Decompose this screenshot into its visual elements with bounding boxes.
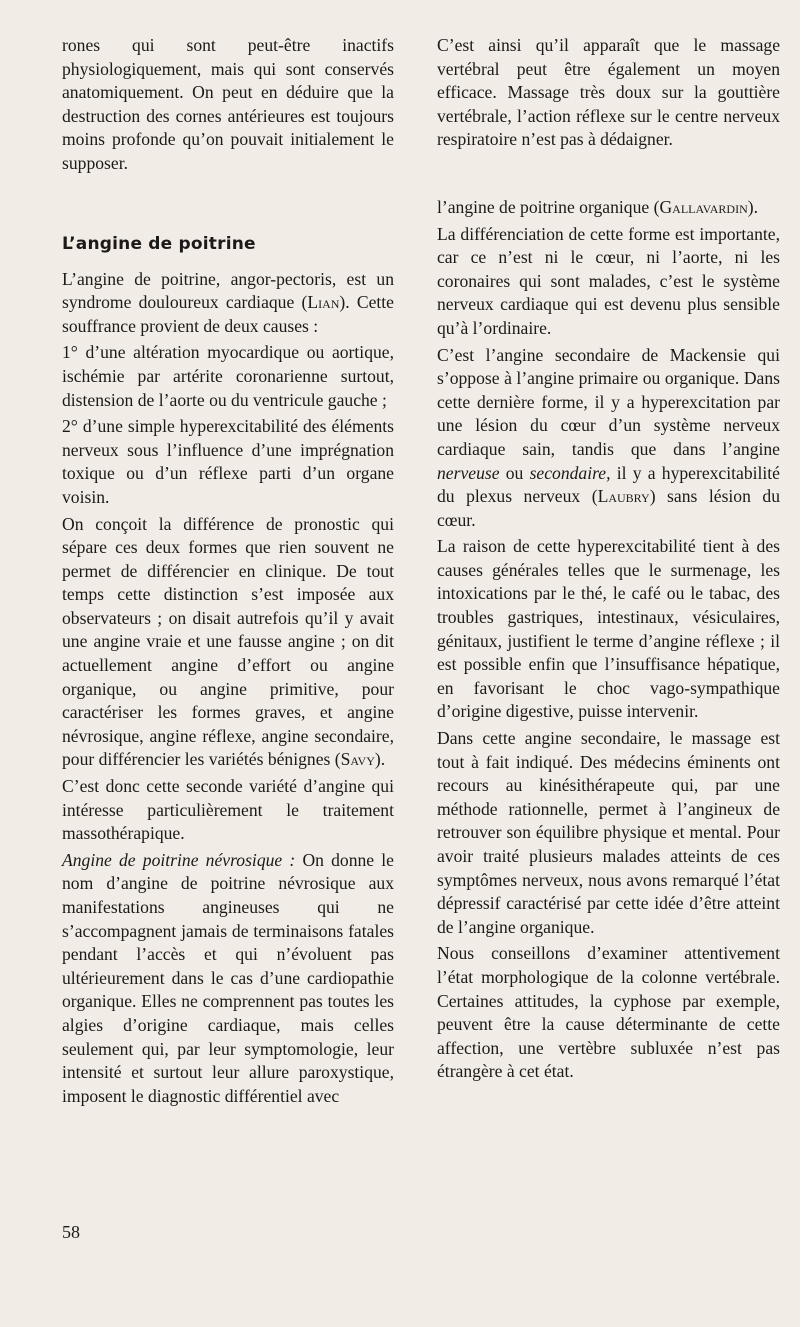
paragraph: 1° d’une altération myocardique ou aortique, ischémie par artérite coronarienne surtout, distension de l’aorte ou du ventricule gauche ; [62,342,394,410]
paragraph: La raison de cette hyperexcitabilité tient à des causes générales telles que le surmenage, les intoxications par le thé, le café ou le tabac, des troubles gastriques, intestinaux, vésiculaires, génitaux, justifient le terme d’angine réflexe ; il est possible enfin que l’insuffisance hépatique, en favorisant le choc vago-sympathique d’origine digestive, puisse intervenir. [437,536,780,722]
section-heading: L’angine de poitrine [62,233,256,254]
paragraph: rones qui sont peut-être inactifs physiologiquement, mais qui sont conservés anatomiquement. On peut en déduire que la destruction des cornes antérieures est toujours moins profonde qu’on pouvait initialement le supposer. [62,35,394,173]
paragraph: C’est donc cette seconde variété d’angine qui intéresse particulièrement le traitement massothérapique. [62,776,394,844]
paragraph: C’est ainsi qu’il apparaît que le massage vertébral peut être également un moyen efficace. Massage très doux sur la gouttière vertébrale, l’action réflexe sur le centre nerveux respiratoire n’est pas à dédaigner. [437,35,780,150]
author-name: Savy [340,749,375,770]
paragraph: l’angine de poitrine organique (Gallavardin). [437,196,759,217]
author-name: Lian [307,292,340,313]
paragraph: L’angine de poitrine, angor-pectoris, est un syndrome douloureux cardiaque (Lian). Cette souffrance provient de deux causes : [62,268,394,336]
paragraph: 2° d’une simple hyperexcitabilité des éléments nerveux sous l’influence d’une imprégnation toxique ou d’un réflexe parti d’un organe voisin. [62,416,394,507]
paragraph: Nous conseillons d’examiner attentivement l’état morphologique de la colonne vertébrale. Certaines attitudes, la cyphose par exemple, peuvent être la cause déterminante de cette affection, une vertèbre subluxée n’est pas étrangère à cet état. [437,943,780,1082]
paragraph: C’est l’angine secondaire de Mackensie qui s’oppose à l’angine primaire ou organique. Dans cette dernière forme, il y a hyperexcitation par une lésion du cœur d’un système nerveux cardiaque sain, tandis que dans l’angine nerveuse ou secondaire, il y a hyperexcitabilité du plexus nerveux (Laubry) sans lésion du cœur. [437,344,780,530]
paragraph: Angine de poitrine névrosique : On donne le nom d’angine de poitrine névrosique aux manifestations angineuses qui ne s’accompagnent jamais de terminaisons fatales pendant l’accès et qui n’évoluent pas ultérieurement dans le cas d’une cardiopathie organique. Elles ne comprennent pas toutes les algies d’origine cardiaque, mais celles seulement qui, par leur symptomologie, leur intensité et surtout leur allure paroxystique, imposent le diagnostic différentiel avec [62,849,394,1106]
right-column [437,34,780,1087]
paragraph: On conçoit la différence de pronostic qui sépare ces deux formes que rien souvent ne permet de différencier en clinique. De tout temps cette distinction s’est imposée aux observateurs ; on disait autrefois qu’il y avait une angine vraie et une fausse angine ; on dit actuellement angine d’effort ou angine organique, ou angine primitive, pour caractériser les formes graves, et angine névrosique, angine réflexe, angine secondaire, pour différencier les variétés bénignes (Savy). [62,513,394,770]
paragraph: La différenciation de cette forme est importante, car ce n’est ni le cœur, ni l’aorte, ni les coronaires qui sont malades, c’est le système nerveux cardiaque qui est devenu plus sensible qu’à l’ordinaire. [437,223,780,338]
subsection-lead: Angine de poitrine névrosique : [62,849,296,870]
paragraph: Dans cette angine secondaire, le massage est tout à fait indiqué. Des médecins éminents ont recours au kinésithérapeute qui, par une méthode rationnelle, permet à l’angineux de retrouver son équilibre physique et mental. Pour avoir traité plusieurs malades atteints de ces symptômes nerveux, nous avons remarqué l’état dépressif caractérisé par cette idée d’être atteint de l’angine organique. [437,728,780,937]
page-number: 58 [62,1222,80,1242]
author-name: Gallavardin [659,196,748,217]
left-column [62,34,394,1111]
author-name: Laubry [597,486,650,507]
